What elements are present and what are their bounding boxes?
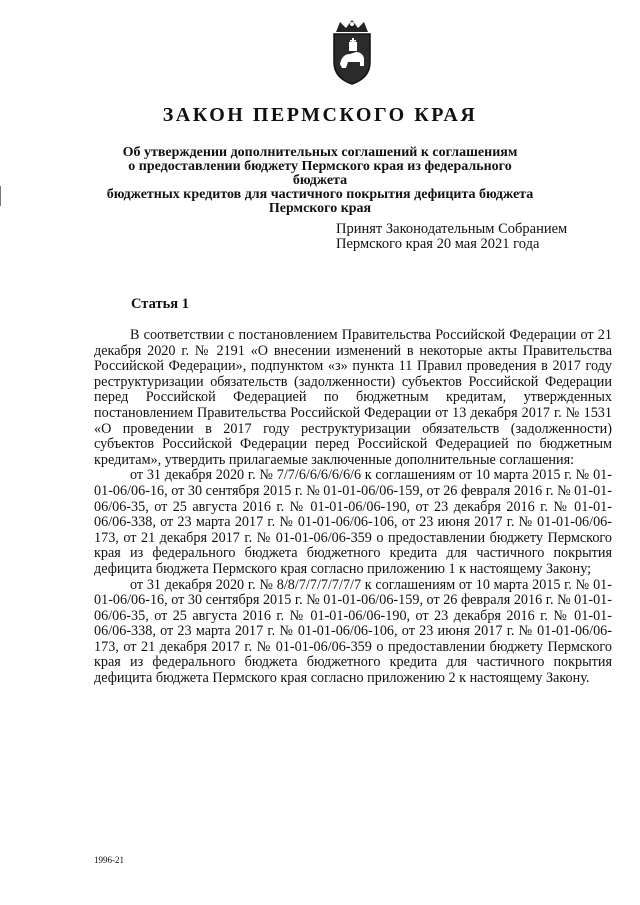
adoption-note	[336, 222, 626, 252]
article-body	[94, 328, 612, 687]
subtitle-line: о предоставлении бюджету Пермского края из федерального бюджета	[128, 159, 512, 188]
subtitle-line: бюджетных кредитов для частичного покрытия дефицита бюджета	[106, 187, 534, 202]
scan-edge-mark	[0, 186, 1, 206]
subtitle-line: Пермского края	[268, 201, 372, 216]
adoption-line: Пермского края 20 мая 2021 года	[336, 236, 540, 252]
document-code: 1996-21	[94, 855, 124, 865]
paragraph-preamble: В соответствии с постановлением Правительства Российской Федерации от 21 декабря 2020 г. № 2191 «О внесении изменений в некоторые акты Правительства Российской Федерации», подпунктом «з» пункта 11 Правил проведения в 2017 году реструктуризации обязательств (задолженности) субъектов Российской Федерации перед Российской Федерацией по бюджетным кредитам, утвержденных постановлением Правительства Российской Федерации от 13 декабря 2017 г. № 1531 «О проведении в 2017 году реструктуризации обязательств (задолженности) субъектов Российской Федерации перед Российской Федерацией по бюджетным кредитам», утвердить прилагаемые заключенные дополнительные соглашения:	[94, 327, 612, 468]
article-heading: Статья 1	[131, 296, 189, 312]
subtitle-line: Об утверждении дополнительных соглашений к соглашениям	[122, 145, 518, 160]
paragraph-agreement-1: от 31 декабря 2020 г. № 7/7/6/6/6/6/6/6 к соглашениям от 10 марта 2015 г. № 01-01-06/06-16, от 30 сентября 2015 г. № 01-01-06/06-159, от 26 февраля 2016 г. № 01-01-06/06-35, от 25 августа 2016 г. № 01-01-06/06-190, от 23 декабря 2016 г. № 01-01-06/06-338, от 23 марта 2017 г. № 01-01-06/06-106, от 23 июня 2017 г. № 01-01-06/06-173, от 21 декабря 2017 г. № 01-01-06/06-359 о предоставлении бюджету Пермского края из федерального бюджета бюджетного кредита для частичного покрытия дефицита бюджета Пермского края согласно приложению 1 к настоящему Закону;	[94, 467, 612, 577]
perm-krai-coat-of-arms-icon	[326, 18, 378, 86]
paragraph-agreement-2: от 31 декабря 2020 г. № 8/8/7/7/7/7/7/7 к соглашениям от 10 марта 2015 г. № 01-01-06/06-16, от 30 сентября 2015 г. № 01-01-06/06-159, от 26 февраля 2016 г. № 01-01-06/06-35, от 25 августа 2016 г. № 01-01-06/06-190, от 23 декабря 2016 г. № 01-01-06/06-338, от 23 марта 2017 г. № 01-01-06/06-106, от 23 июня 2017 г. № 01-01-06/06-173, от 21 декабря 2017 г. № 01-01-06/06-359 о предоставлении бюджету Пермского края из федерального бюджета бюджетного кредита для частичного покрытия дефицита бюджета Пермского края согласно приложению 2 к настоящему Закону.	[94, 576, 612, 687]
adoption-line: Принят Законодательным Собранием	[336, 221, 568, 237]
law-title: ЗАКОН ПЕРМСКОГО КРАЯ	[162, 104, 478, 126]
law-subtitle	[100, 146, 540, 216]
